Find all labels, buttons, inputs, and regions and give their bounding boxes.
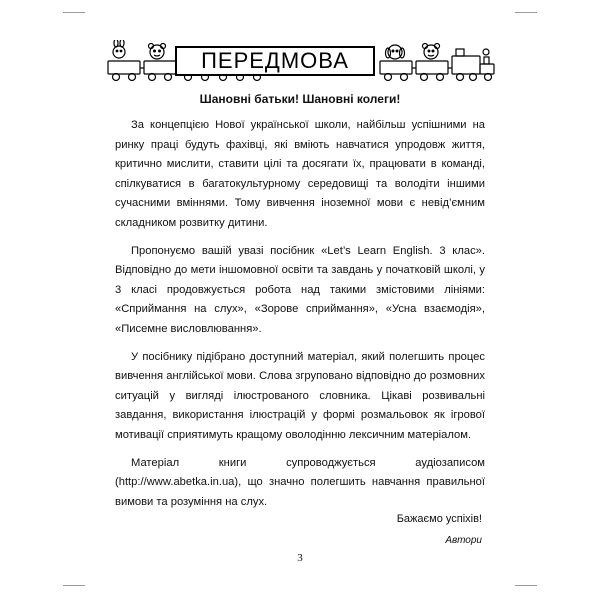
paragraph: У посібнику підібрано доступний матеріал, який полегшить процес вивчення англійської мови. Слова згруповано відповідно до розмовних ситуацій у вигляді ілюстрованого словника. Цікаві розвивальні завдання, використання ілюстрацій у формі розмальовок як ігрової мотивації сприятимуть кращому оволодінню лексичним матеріалом. xyxy=(115,350,485,441)
page-number: 3 xyxy=(297,552,303,564)
preface-body xyxy=(115,116,485,520)
authors-signature: Автори xyxy=(445,535,482,546)
crop-mark-top-left xyxy=(63,12,85,13)
paragraph: Матеріал книги супроводжується аудіозаписом (http://www.abetka.in.ua), що значно полегшить навчання правильної вимови та розуміння на слух. xyxy=(115,456,485,508)
page-title: ПЕРЕДМОВА xyxy=(175,46,375,76)
greeting-heading: Шановні батьки! Шановні колеги! xyxy=(199,92,401,106)
closing-wish: Бажаємо успіхів! xyxy=(396,513,482,525)
paragraph: Пропонуємо вашій увазі посібник «Let’s Learn English. 3 клас». Відповідно до мети іншомовної освіти та завдань у початковій школі, у 3 класі продовжується робота над такими змістовими лініями: «Сприймання на слух», «Зорове сприймання», «Усна взаємодія», «Писемне висловлювання». xyxy=(115,244,485,335)
crop-mark-top-right xyxy=(515,12,537,13)
paragraph: За концепцією Нової української школи, найбільш успішними на ринку праці будуть фахівці, які вміють навчатися упродовж життя, критично мислити, ставити цілі та досягати їх, працювати в команді, спілкуватися в багатокультурному середовищі та володіти іншими сучасними вміннями. Тому вивчення іноземної мови є невід’ємним складником розвитку дитини. xyxy=(115,119,485,229)
crop-mark-bottom-right xyxy=(515,585,537,586)
crop-mark-bottom-left xyxy=(63,585,85,586)
